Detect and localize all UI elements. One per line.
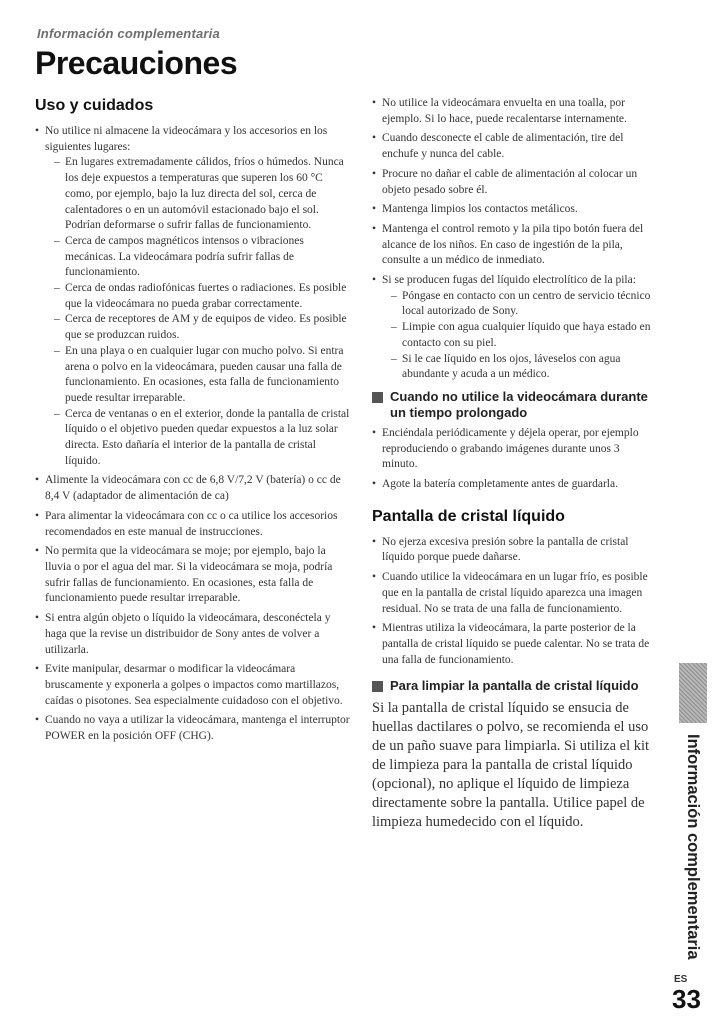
list-item: • Mantenga el control remoto y la pila tipo botón fuera del alcance de los niños. En caso de ingestión de la pila, consulte a un médico de inmediato. [372,222,657,269]
list-item: – Cerca de ondas radiofónicas fuertes o radiaciones. Es posible que la videocámara no pueda grabar correctamente. [45,281,350,312]
leak-steps-list [382,289,657,383]
section-label: Información complementaria [37,26,220,41]
list-item: – En lugares extremadamente cálidos, fríos o húmedos. Nunca los deje expuestos a temperaturas que superen los 60 °C como, por ejemplo, bajo la luz directa del sol, cerca de calentadores o en un automóvil estacionado bajo el sol. Podrían deformarse o sufrir fallas de funcionamiento. [45,155,350,234]
list-item: • Mientras utiliza la videocámara, la parte posterior de la pantalla de cristal líquido se puede calentar. No se trata de una falla de funcionamiento. [372,621,657,668]
page-title: Precauciones [35,45,238,81]
heading-uso-cuidados: Uso y cuidados [35,97,154,114]
list-item: • No utilice la videocámara envuelta en una toalla, por ejemplo. Si lo hace, puede recalentarse internamente. [372,96,657,127]
square-bullet-icon [372,392,383,403]
list-item: • Cuando utilice la videocámara en un lugar frío, es posible que en la pantalla de cristal líquido aparezca una imagen residual. No se trata de una falla de funcionamiento. [372,570,657,617]
list-item: • Alimente la videocámara con cc de 6,8 V/7,2 V (batería) o cc de 8,4 V (adaptador de alimentación de ca) [35,473,350,504]
heading-storage-text: Cuando no utilice la videocámara durante un tiempo prolongado [390,388,648,420]
heading-cleaning [372,678,657,694]
list-item: • Si entra algún objeto o líquido la videocámara, desconéctela y haga que la revise un distribuidor de Sony antes de volver a utilizarla. [35,611,350,658]
square-bullet-icon [372,681,383,692]
side-tab-marker [679,663,707,723]
list-item: – Cerca de campos magnéticos intensos o vibraciones mecánicas. La videocámara podría sufrir fallas de funcionamiento. [45,234,350,281]
left-column [35,96,350,749]
cleaning-paragraph: Si la pantalla de cristal líquido se ensucia de huellas dactilares o polvo, se recomienda el uso de un paño suave para limpiarla. Si utiliza el kit de limpieza para la pantalla de cristal líquido (opcional), no aplique el líquido de limpieza directamente sobre la pantalla. Utilice papel de limpieza humedecido con el líquido. [372,700,650,831]
list-item: • No permita que la videocámara se moje; por ejemplo, bajo la lluvia o por el agua del mar. Si la videocámara se moja, podría sufrir fallas de funcionamiento. En ocasiones, esta falla de funcionamiento puede resultar irreparable. [35,544,350,607]
list-item [35,124,350,469]
list-item [372,273,657,383]
list-item: – En una playa o en cualquier lugar con mucho polvo. Si entra arena o polvo en la videocámara, pueden causar una falla de funcionamiento. En ocasiones, esta falla de funcionamiento puede resultar irreparable. [45,344,350,407]
heading-lcd: Pantalla de cristal líquido [372,507,565,525]
side-tab-label: Información complementaria [684,734,702,960]
list-item: – Cerca de receptores de AM y de equipos de video. Es posible que se produzcan ruidos. [45,312,350,343]
list-item: • Evite manipular, desarmar o modificar la videocámara bruscamente y exponerla a golpes o impactos como martillazos, caídas o pisotones. Sea especialmente cuidadoso con el objetivo. [35,662,350,709]
heading-storage [372,389,657,421]
list-item: • Mantenga limpios los contactos metálicos. [372,202,657,218]
list-item: • No ejerza excesiva presión sobre la pantalla de cristal líquido porque puede dañarse. [372,535,657,566]
list-item: – Si le cae líquido en los ojos, láveselos con agua abundante y acuda a un médico. [382,352,657,383]
list-item: – Póngase en contacto con un centro de servicio técnico local autorizado de Sony. [382,289,657,320]
right-bullet-list [372,96,657,383]
storage-intro: No utilice ni almacene la videocámara y los accesorios en los siguientes lugares: [45,125,328,153]
list-item: • Cuando desconecte el cable de alimentación, tire del enchufe y nunca del cable. [372,131,657,162]
left-bullet-list [35,124,350,745]
storage-bullet-list [372,426,657,493]
list-item: • Procure no dañar el cable de alimentación al colocar un objeto pesado sobre él. [372,167,657,198]
language-code: ES [674,974,688,985]
list-item: • Cuando no vaya a utilizar la videocámara, mantenga el interruptor POWER en la posición OFF (CHG). [35,713,350,744]
list-item: • Para alimentar la videocámara con cc o ca utilice los accesorios recomendados en este manual de instrucciones. [35,509,350,540]
heading-cleaning-text: Para limpiar la pantalla de cristal líquido [390,678,639,694]
page-number: 33 [672,984,701,1014]
list-item: – Cerca de ventanas o en el exterior, donde la pantalla de cristal líquido o el objetivo pueden quedar expuestos a la luz solar directa. Esto dañaría el interior de la pantalla de cristal líquido. [45,407,350,470]
list-item: • Enciéndala periódicamente y déjela operar, por ejemplo reproduciendo o grabando imágenes durante unos 3 minuto. [372,426,657,473]
right-column [372,96,657,832]
list-item: • Agote la batería completamente antes de guardarla. [372,477,657,493]
lcd-bullet-list [372,535,657,669]
list-item: – Limpie con agua cualquier líquido que haya estado en contacto con su piel. [382,320,657,351]
leak-intro: Si se producen fugas del líquido electrolítico de la pila: [382,274,636,287]
places-list [45,155,350,469]
